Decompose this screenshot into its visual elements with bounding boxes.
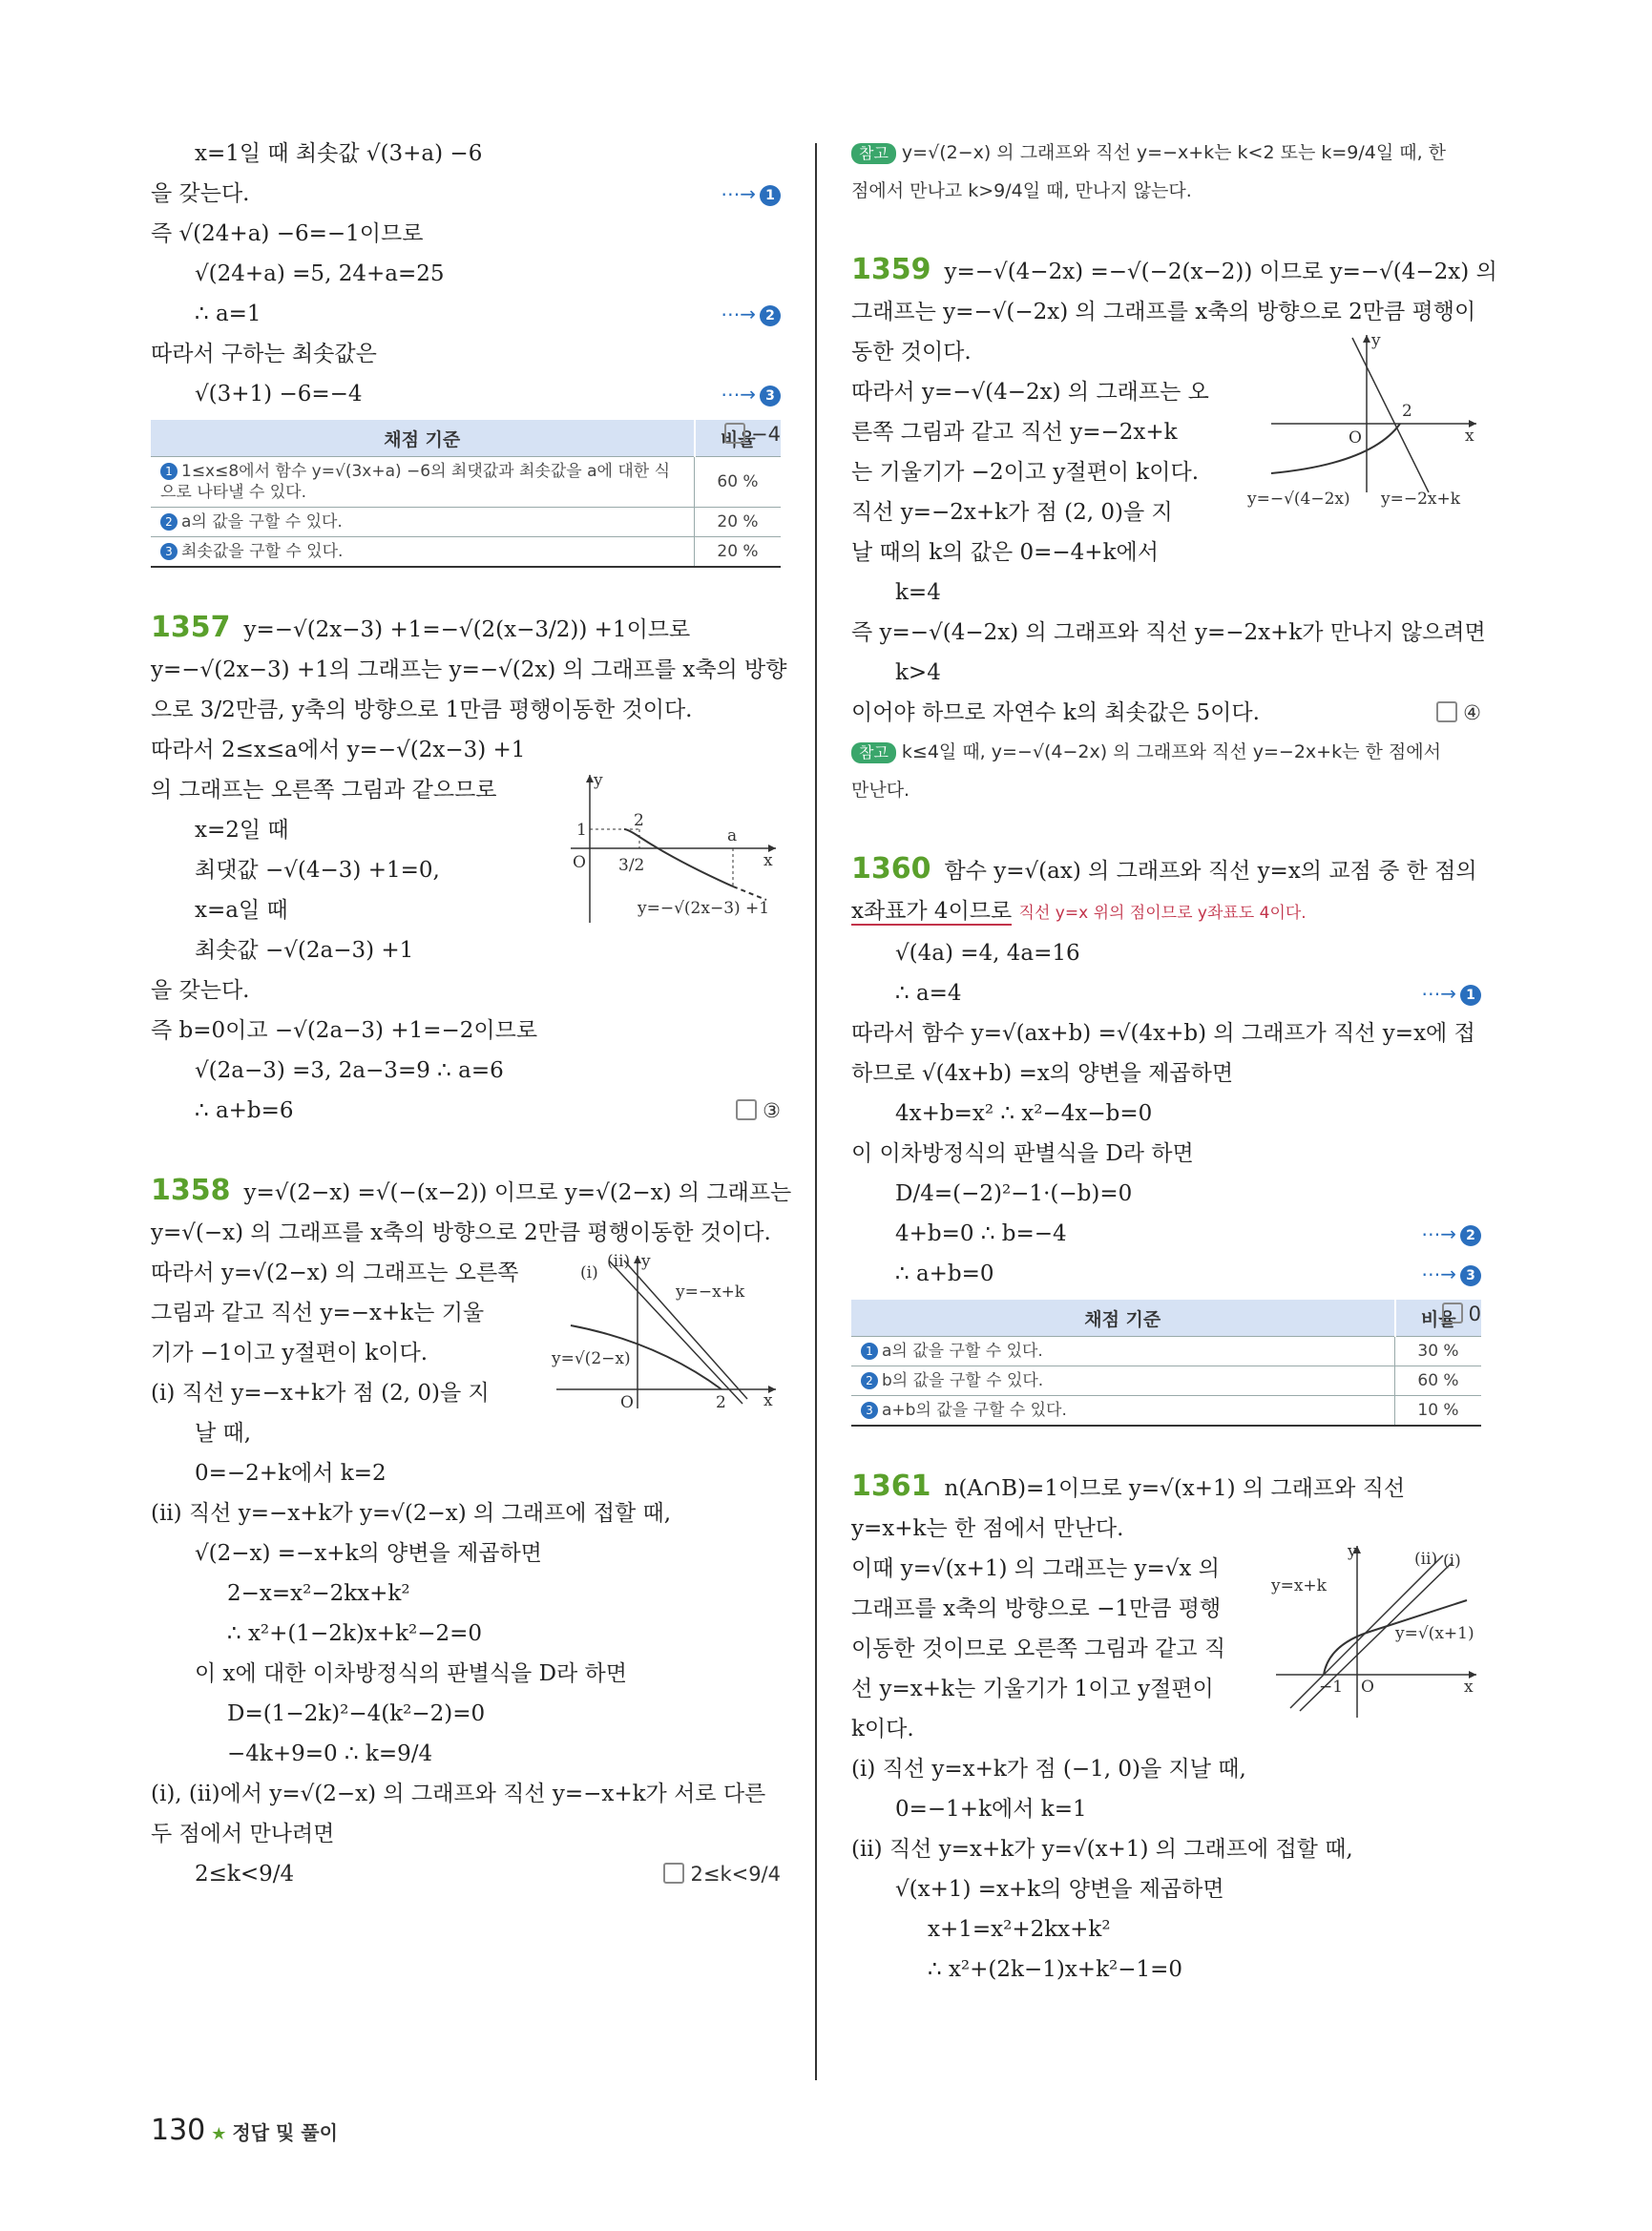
origin-label: O [1349, 428, 1362, 448]
text-line: 의 그래프는 오른쪽 그림과 같으므로 [151, 778, 497, 803]
text-line: (ⅰ) 직선 y=x+k가 점 (−1, 0)을 지날 때, [851, 1757, 1246, 1782]
curve-label: y=−√(2x−3) +1 [638, 899, 770, 918]
text-line: 날 때, [195, 1421, 252, 1446]
text-line: (ⅱ) 직선 y=x+k가 y=√(x+1) 의 그래프에 접할 때, [851, 1837, 1353, 1862]
text-line: 그래프는 y=−√(−2x) 의 그래프를 x축의 방향으로 2만큼 평행이 [851, 300, 1476, 324]
answer: 2≤k<9/4 [663, 1854, 781, 1894]
step-marker-2: ⋯→ 2 [721, 294, 781, 334]
text-line: 이동한 것이므로 오른쪽 그림과 같고 직 [851, 1637, 1226, 1661]
reference-note: 참고 y=√(2−x) 의 그래프와 직선 y=−x+k는 k<2 또는 k=9/4일 때, 한 [851, 134, 1481, 172]
footer-title: 정답 및 풀이 [232, 2121, 338, 2144]
text-line: D=(1−2k)²−4(k²−2)=0 [227, 1701, 486, 1726]
axis-label-y: y [594, 771, 603, 790]
table-row: 2 a의 값을 구할 수 있다. 20 % [151, 508, 781, 537]
answer-icon [1442, 1303, 1463, 1324]
problem-1360 [851, 849, 1481, 1427]
text-line: 선 y=x+k는 기울기가 1이고 y절편이 [851, 1677, 1214, 1701]
text-line: x=2일 때 [195, 818, 289, 843]
text-line: y=−√(2x−3) +1의 그래프는 y=−√(2x) 의 그래프를 x축의 방향 [151, 657, 787, 682]
tick-label: −1 [1319, 1678, 1344, 1697]
text-line: 따라서 함수 y=√(ax+b) =√(4x+b) 의 그래프가 직선 y=x에 접 [851, 1021, 1475, 1046]
table-row: 1 1≤x≤8에서 함수 y=√(3x+a) −6의 최댓값과 최솟값을 a에 대한 식으로 나타낼 수 있다. 60 % [151, 457, 781, 508]
table-row: 1 a의 값을 구할 수 있다. 30 % [851, 1337, 1481, 1366]
line-label: y=−x+k [676, 1282, 745, 1302]
page-footer [151, 2114, 338, 2147]
problem-1358 [151, 1171, 792, 1894]
answer: ④ [1436, 693, 1481, 733]
text-line: 른쪽 그림과 같고 직선 y=−2x+k [851, 420, 1178, 445]
axis-label-x: x [1465, 427, 1474, 446]
text-line: 는 기울기가 −2이고 y절편이 k이다. [851, 460, 1200, 485]
problem-number: 1359 [851, 253, 931, 286]
text-line: 최댓값 −√(4−3) +1=0, [195, 858, 440, 883]
text-line: k=4 [895, 580, 941, 605]
text-line: (ⅰ) 직선 y=−x+k가 점 (2, 0)을 지 [151, 1381, 490, 1406]
text-line: −4k+9=0 ∴ k=9/4 [227, 1741, 433, 1766]
graph-1357 [561, 770, 781, 932]
text-line: 1360 함수 y=√(ax) 의 그래프와 직선 y=x의 교점 중 한 점의 [851, 852, 1477, 886]
text-line: 그래프를 x축의 방향으로 −1만큼 평행 [851, 1596, 1222, 1621]
tick-label: 2 [1402, 402, 1412, 421]
origin-label: O [1361, 1678, 1374, 1697]
line-label: y=x+k [1271, 1576, 1327, 1595]
text-line: 즉 y=−√(4−2x) 의 그래프와 직선 y=−2x+k가 만나지 않으려면 [851, 620, 1486, 645]
axis-label-y: y [1371, 331, 1381, 350]
text-line: 1357 y=−√(2x−3) +1=−√(2(x−3/2)) +1이므로 [151, 611, 691, 644]
text-line: √(24+a) =5, 24+a=25 [195, 261, 445, 286]
text-line: 최솟값 −√(2a−3) +1 [195, 938, 414, 963]
origin-label: O [573, 853, 586, 872]
step-marker-1: ⋯→ 1 [1421, 973, 1481, 1013]
comment: 직선 y=x 위의 점이므로 y좌표도 4이다. [1018, 904, 1307, 923]
text-line: 을 갖는다. [151, 978, 250, 1003]
curve-label: y=√(2−x) [552, 1349, 631, 1368]
problem-1359 [851, 250, 1497, 809]
scoring-table-1 [151, 420, 781, 568]
text-line: 동한 것이다. [851, 340, 972, 365]
table-header: 채점 기준 [851, 1300, 1395, 1337]
left-column [151, 134, 792, 1894]
reference-note: 참고 k≤4일 때, y=−√(4−2x) 의 그래프와 직선 y=−2x+k는 한 점에서 [851, 733, 1481, 771]
text-line: √(2−x) =−x+k의 양변을 제곱하면 [195, 1541, 542, 1566]
text-line: y=√(−x) 의 그래프를 x축의 방향으로 2만큼 평행이동한 것이다. [151, 1220, 771, 1245]
text-line: √(3+1) −6=−4 ⋯→ 3 [151, 374, 781, 414]
table-header: 채점 기준 [151, 420, 695, 457]
text-line: √(x+1) =x+k의 양변을 제곱하면 [895, 1877, 1224, 1902]
text-line: 이어야 하므로 자연수 k의 최솟값은 5이다. ④ [851, 693, 1481, 733]
text-line: ∴ a+b=6 ③ [151, 1091, 781, 1131]
right-column [851, 134, 1497, 1990]
tick-label: 3/2 [618, 856, 645, 875]
tick-label: 1 [576, 821, 587, 840]
text-line: 즉 √(24+a) −6=−1이므로 [151, 221, 424, 246]
line-label: y=−2x+k [1381, 490, 1461, 509]
text-line: √(2a−3) =3, 2a−3=9 ∴ a=6 [195, 1058, 504, 1083]
star-icon: ★ [211, 2124, 227, 2144]
text-line: x=a일 때 [195, 898, 288, 923]
axis-label-y: y [641, 1252, 651, 1271]
text-line: 기가 −1이고 y절편이 k이다. [151, 1341, 429, 1366]
problem-number: 1358 [151, 1174, 231, 1207]
table-header: 비율 [695, 420, 782, 457]
tick-label: a [727, 826, 738, 845]
text-line: 따라서 구하는 최솟값은 [151, 342, 377, 366]
text-line: k>4 [895, 660, 941, 685]
text-line: y=x+k는 한 점에서 만난다. [851, 1516, 1124, 1541]
answer-icon [736, 1099, 757, 1120]
table-row: 2 b의 값을 구할 수 있다. 60 % [851, 1366, 1481, 1396]
text-line: 즉 b=0이고 −√(2a−3) +1=−2이므로 [151, 1018, 538, 1043]
axis-label-x: x [763, 1391, 773, 1410]
text-line: 직선 y=−2x+k가 점 (2, 0)을 지 [851, 500, 1173, 525]
axis-label-x: x [1464, 1678, 1474, 1697]
text-line: k이다. [851, 1717, 914, 1741]
text-line: 4x+b=x² ∴ x²−4x−b=0 [895, 1101, 1153, 1126]
text-line: 1361 n(A∩B)=1이므로 y=√(x+1) 의 그래프와 직선 [851, 1470, 1406, 1503]
text-line: ∴ x²+(2k−1)x+k²−1=0 [928, 1957, 1183, 1982]
text-line: ∴ a=4 ⋯→ 1 [851, 973, 1481, 1013]
text-line: 따라서 y=√(2−x) 의 그래프는 오른쪽 [151, 1261, 519, 1285]
problem-number: 1357 [151, 611, 231, 644]
curve-label: y=√(x+1) [1395, 1624, 1474, 1643]
graph-1358 [552, 1251, 781, 1413]
table-row: 3 최솟값을 구할 수 있다. 20 % [151, 537, 781, 568]
line-label: (ⅱ) [1414, 1550, 1438, 1569]
text-line: (ⅰ), (ⅱ)에서 y=√(2−x) 의 그래프와 직선 y=−x+k가 서로 다른 [151, 1782, 766, 1806]
step-marker-1: ⋯→ 1 [721, 174, 781, 214]
text-line: 을 갖는다. ⋯→ 1 [151, 174, 781, 214]
axis-label-y: y [1348, 1542, 1357, 1561]
text-line: 으로 3/2만큼, y축의 방향으로 1만큼 평행이동한 것이다. [151, 698, 693, 722]
text-line: 1358 y=√(2−x) =√(−(x−2)) 이므로 y=√(2−x) 의 그래프는 [151, 1174, 792, 1207]
text-line: 2−x=x²−2kx+k² [227, 1581, 410, 1606]
line-label: (ⅰ) [1443, 1552, 1461, 1571]
text-line: x=1일 때 최솟값 √(3+a) −6 [195, 141, 483, 166]
step-marker-3: ⋯→ 3 [1421, 1254, 1481, 1294]
step-marker-2: ⋯→ 2 [1421, 1214, 1481, 1254]
text-line: 0=−2+k에서 k=2 [195, 1461, 387, 1486]
table-row: 3 a+b의 값을 구할 수 있다. 10 % [851, 1396, 1481, 1427]
answer: 0 [1442, 1294, 1481, 1334]
text-line: 이 이차방정식의 판별식을 D라 하면 [851, 1141, 1194, 1166]
text-line: (ⅱ) 직선 y=−x+k가 y=√(2−x) 의 그래프에 접할 때, [151, 1501, 672, 1526]
axis-label-x: x [763, 851, 773, 870]
text-line: 이 x에 대한 이차방정식의 판별식을 D라 하면 [195, 1661, 627, 1686]
answer: ③ [736, 1091, 781, 1131]
reference-note: 점에서 만나고 k>9/4일 때, 만나지 않는다. [851, 180, 1192, 201]
column-divider [815, 143, 817, 2080]
page-number: 130 [151, 2114, 206, 2147]
text-line: 두 점에서 만나려면 [151, 1822, 335, 1846]
text-line: 2≤k<9/4 2≤k<9/4 [151, 1854, 781, 1894]
text-line: x+1=x²+2kx+k² [928, 1917, 1111, 1942]
text-line: 1359 y=−√(4−2x) =−√(−2(x−2)) 이므로 y=−√(4−2x) 의 [851, 253, 1497, 286]
graph-1361 [1271, 1541, 1481, 1722]
text-line: ∴ x²+(1−2k)x+k²−2=0 [227, 1621, 483, 1646]
text-line: 그림과 같고 직선 y=−x+k는 기울 [151, 1301, 485, 1325]
graph-1359 [1247, 330, 1481, 511]
problem-1357 [151, 608, 787, 1131]
text-line: 날 때의 k의 값은 0=−4+k에서 [851, 540, 1159, 565]
table-header: 비율 [1395, 1300, 1482, 1337]
answer-icon [663, 1863, 684, 1884]
line-label: (ⅰ) [580, 1263, 598, 1282]
curve-label: y=−√(4−2x) [1247, 490, 1350, 509]
answer-icon [1436, 701, 1457, 722]
text-line: D/4=(−2)²−1·(−b)=0 [895, 1181, 1133, 1206]
answer-icon [724, 423, 745, 444]
origin-label: O [620, 1393, 634, 1412]
step-marker-3: ⋯→ 3 [721, 374, 781, 414]
text-line: 따라서 y=−√(4−2x) 의 그래프는 오 [851, 380, 1209, 405]
text-line: 따라서 2≤x≤a에서 y=−√(2x−3) +1 [151, 738, 526, 762]
scoring-table-2 [851, 1300, 1481, 1427]
text-line: 하므로 √(4x+b) =x의 양변을 제곱하면 [851, 1061, 1234, 1086]
problem-1361 [851, 1467, 1481, 1990]
text-line: x좌표가 4이므로 직선 y=x 위의 점이므로 y좌표도 4이다. [851, 899, 1307, 924]
text-line: 0=−1+k에서 k=1 [895, 1797, 1087, 1822]
reference-note: 만난다. [851, 780, 910, 801]
problem-number: 1361 [851, 1470, 931, 1503]
text-line: ∴ a+b=0 ⋯→ 3 [851, 1254, 1481, 1294]
problem-number: 1360 [851, 852, 931, 886]
text-line: 이때 y=√(x+1) 의 그래프는 y=√x 의 [851, 1556, 1220, 1581]
tick-label: 2 [716, 1393, 726, 1412]
tick-label: 2 [634, 811, 644, 830]
answer: −4 [724, 414, 781, 454]
text-line: √(4a) =4, 4a=16 [895, 941, 1080, 966]
line-label: (ⅱ) [607, 1252, 631, 1271]
text-line: ∴ a=1 ⋯→ 2 [151, 294, 781, 334]
text-line: 4+b=0 ∴ b=−4 ⋯→ 2 [851, 1214, 1481, 1254]
